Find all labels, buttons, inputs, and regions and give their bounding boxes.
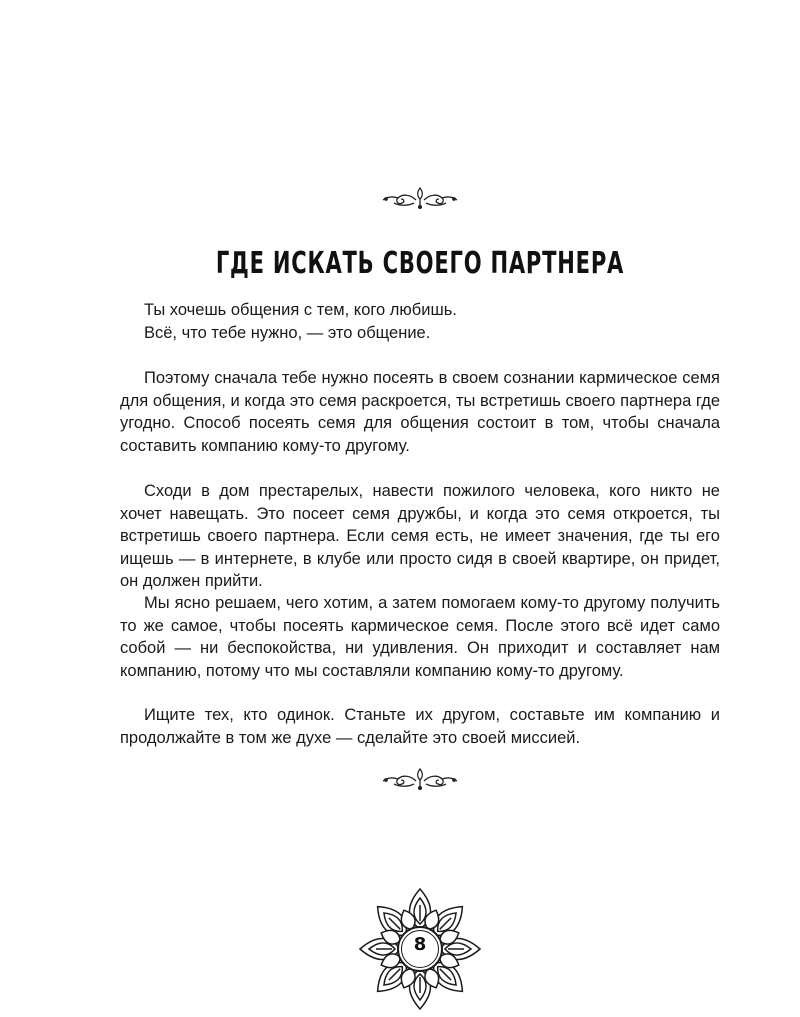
paragraph xyxy=(120,480,720,593)
flourish-divider-top-icon xyxy=(380,186,460,210)
intro-block xyxy=(120,299,720,344)
paragraph-text: Сходи в дом престарелых, навести пожилого человека, кого никто не хочет навещать. Это посеет семя дружбы, и когда это семя откроется, ты встретишь своего партнера. Если семя есть, не имеет значения, где ты его ищешь — в интернете, в клубе или просто сидя в своей квартире, он придет, он должен прийти. xyxy=(120,482,720,590)
page-title: ГДЕ ИСКАТЬ СВОЕГО ПАРТНЕРА xyxy=(215,246,625,281)
page-number-badge xyxy=(357,886,483,1012)
paragraph-text: Ищите тех, кто одинок. Станьте их другом, составьте им компанию и продолжайте в том же духе — сделайте это своей миссией. xyxy=(120,706,720,747)
flourish-divider-bottom-icon xyxy=(380,767,460,791)
paragraph xyxy=(120,592,720,682)
intro-line: Всё, что тебе нужно, — это общение. xyxy=(144,323,431,342)
paragraph-text: Поэтому сначала тебе нужно посеять в своем сознании кармическое семя для общения, и когда это семя раскроется, ты встретишь своего партнера где угодно. Способ посеять семя для общения состоит в том, чтобы сначала составить компанию кому-то другому. xyxy=(120,369,720,455)
paragraph-text: Мы ясно решаем, чего хотим, а затем помогаем кому-то другому получить то же самое, чтобы посеять кармическое семя. После этого всё идет само собой — ни беспокойства, ни удивления. Он приходит и составляет нам компанию, потому что мы составляли компанию кому-то другому. xyxy=(120,594,720,680)
intro-line: Ты хочешь общения с тем, кого любишь. xyxy=(144,301,457,319)
paragraph xyxy=(120,367,720,457)
page-number: 8 xyxy=(413,934,427,955)
paragraph xyxy=(120,704,720,749)
